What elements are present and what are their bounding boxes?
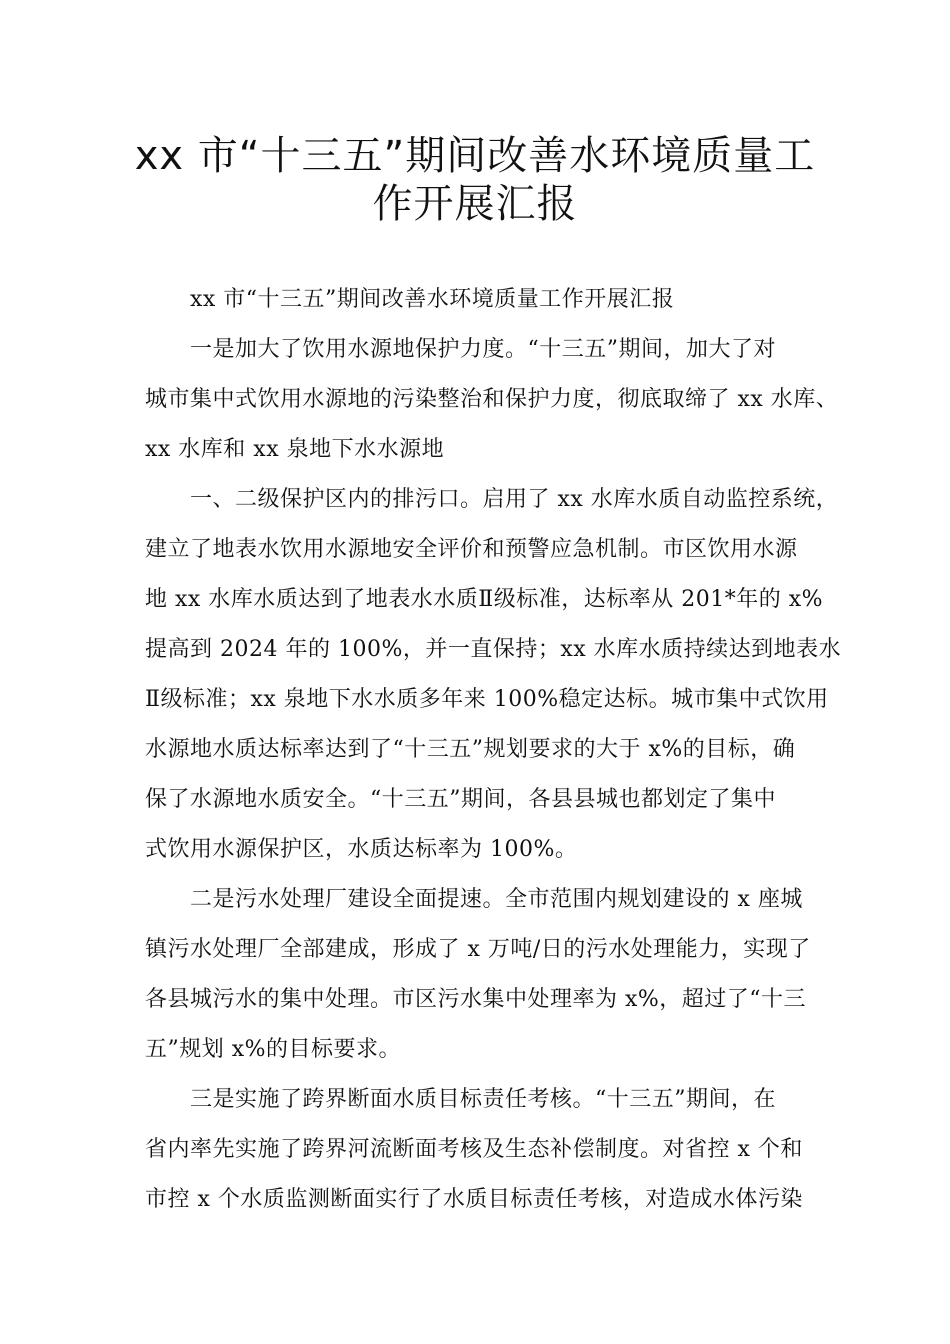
body-line-2: 一是加大了饮用水源地保护力度。“十三五”期间，加大了对 — [190, 337, 776, 362]
document-title-line-2: 作开展汇报 — [372, 181, 578, 227]
body-line-5: 一、二级保护区内的排污口。启用了 xx 水库水质自动监控系统， — [190, 487, 839, 512]
document-title-line-1: xx 市“十三五”期间改善水环境质量工 — [134, 133, 816, 179]
body-line-3: 城市集中式饮用水源地的污染整治和保护力度，彻底取缔了 xx 水库、 — [145, 387, 839, 412]
body-line-17: 三是实施了跨界断面水质目标责任考核。“十三五”期间，在 — [190, 1087, 776, 1112]
body-line-8: 提高到 2024 年的 100%，并一直保持；xx 水库水质持续达到地表水 — [145, 637, 842, 662]
body-line-15: 各县城污水的集中处理。市区污水集中处理率为 x%，超过了“十三 — [145, 987, 807, 1012]
body-line-7: 地 xx 水库水质达到了地表水水质Ⅱ级标准，达标率从 201*年的 x% — [145, 587, 824, 612]
body-line-12: 式饮用水源保护区，水质达标率为 100%。 — [145, 837, 578, 862]
body-line-6: 建立了地表水饮用水源地安全评价和预警应急机制。市区饮用水源 — [145, 537, 798, 562]
body-line-11: 保了水源地水质安全。“十三五”期间，各县县城也都划定了集中 — [145, 787, 776, 812]
body-line-18: 省内率先实施了跨界河流断面考核及生态补偿制度。对省控 x 个和 — [145, 1137, 803, 1162]
body-line-9: Ⅱ级标准；xx 泉地下水水质多年来 100%稳定达标。城市集中式饮用 — [145, 687, 829, 712]
body-line-16: 五”规划 x%的目标要求。 — [145, 1037, 402, 1062]
body-line-4: xx 水库和 xx 泉地下水水源地 — [145, 437, 445, 462]
body-line-14: 镇污水处理厂全部建成，形成了 x 万吨/日的污水处理能力，实现了 — [145, 937, 811, 962]
body-line-13: 二是污水处理厂建设全面提速。全市范围内规划建设的 x 座城 — [190, 887, 803, 912]
body-line-19: 市控 x 个水质监测断面实行了水质目标责任考核，对造成水体污染 — [145, 1187, 803, 1212]
body-line-1: xx 市“十三五”期间改善水环境质量工作开展汇报 — [190, 287, 675, 312]
body-line-10: 水源地水质达标率达到了“十三五”规划要求的大于 x%的目标，确 — [145, 737, 796, 762]
